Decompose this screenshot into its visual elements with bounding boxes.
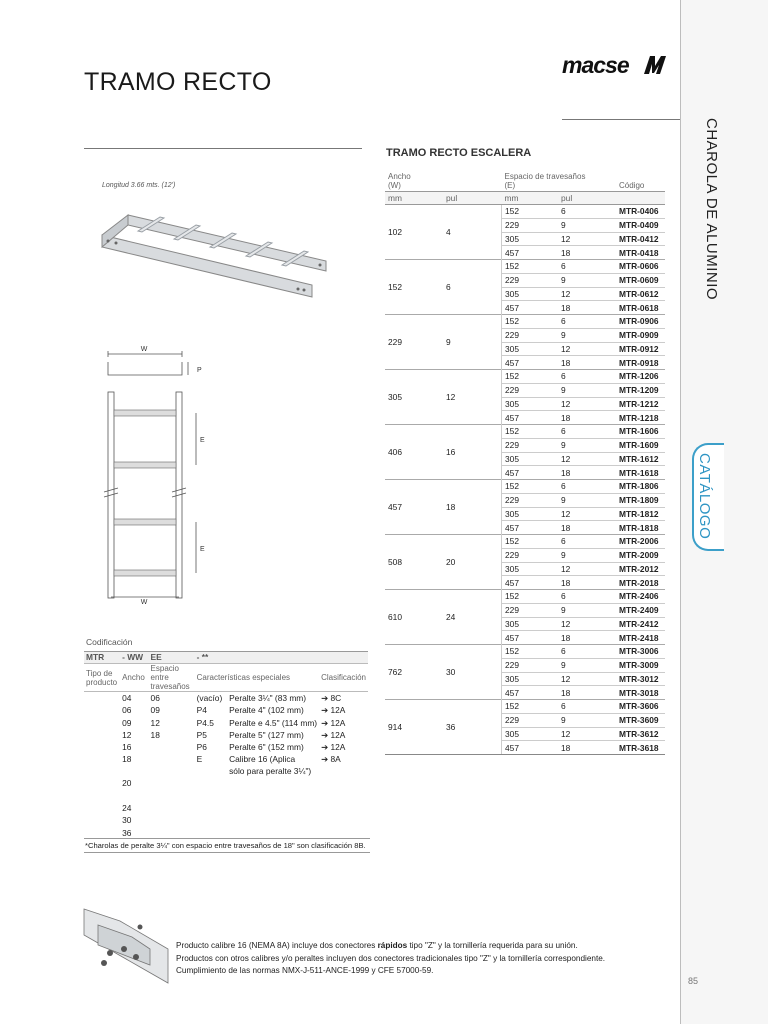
unit-label: mm xyxy=(502,192,559,205)
classification xyxy=(319,753,368,777)
feature-code: P6 xyxy=(196,742,207,753)
spacing-mm: 229 xyxy=(502,658,559,672)
spacing-code: 12 xyxy=(150,717,160,728)
feature-desc-text: Calibre 16 (Aplica xyxy=(229,754,296,765)
spacing-pul: 9 xyxy=(558,658,616,672)
cod-row xyxy=(84,790,368,802)
width-mm: 229 xyxy=(385,315,443,370)
product-code: MTR-0609 xyxy=(616,273,665,287)
product-code: MTR-0406 xyxy=(616,205,665,219)
cod-cell xyxy=(84,802,120,814)
spacing-mm: 457 xyxy=(502,356,559,370)
spacing-code: 06 xyxy=(150,693,160,703)
arrow-icon: ➔ xyxy=(321,705,331,716)
spacing-pul: 12 xyxy=(558,342,616,356)
feature-code: E xyxy=(196,754,203,765)
cod-cell xyxy=(195,790,368,802)
spacing-mm: 305 xyxy=(502,727,559,741)
spacing-pul: 6 xyxy=(558,370,616,384)
spacing-pul: 12 xyxy=(558,287,616,301)
product-code: MTR-3612 xyxy=(616,727,665,741)
cod-header: Espacio entre travesaños xyxy=(149,664,195,692)
col-espacio: Espacio de travesaños xyxy=(504,172,586,181)
table-row xyxy=(385,260,665,274)
width-pul: 16 xyxy=(443,425,502,480)
product-code: MTR-0906 xyxy=(616,315,665,329)
spacing-mm: 229 xyxy=(502,493,559,507)
arrow-icon: ➔ xyxy=(321,717,331,728)
spacing-mm: 305 xyxy=(502,672,559,686)
connector-image xyxy=(80,905,172,989)
width-pul: 20 xyxy=(443,535,502,590)
spacing-pul: 18 xyxy=(558,466,616,480)
table-row xyxy=(385,645,665,659)
footer-line: Cumplimiento de las normas NMX-J-511-ANCE-1999 y CFE 57000-59. xyxy=(176,966,434,975)
classification-value: 8C xyxy=(330,693,342,703)
svg-text:E: E xyxy=(200,437,205,444)
svg-text:W: W xyxy=(140,346,148,353)
spacing-pul: 12 xyxy=(558,672,616,686)
product-code: MTR-1809 xyxy=(616,493,665,507)
cod-header: Clasificación xyxy=(319,664,368,692)
feature-desc-text: Peralte 6" (152 mm) xyxy=(229,742,304,753)
cod-row xyxy=(84,741,368,753)
feature-desc xyxy=(227,741,319,753)
width-code: 18 xyxy=(122,754,132,765)
cod-cell xyxy=(195,814,368,826)
spacing-mm: 457 xyxy=(502,741,559,755)
arrow-icon: ➔ xyxy=(321,754,331,765)
classification-value: 12A xyxy=(330,742,346,753)
spacing-pul: 12 xyxy=(558,397,616,411)
classification xyxy=(319,741,368,753)
cod-header: Ancho xyxy=(120,664,148,692)
feature-desc xyxy=(227,729,319,741)
product-code: MTR-1212 xyxy=(616,397,665,411)
spacing-pul: 6 xyxy=(558,480,616,494)
product-code: MTR-1612 xyxy=(616,452,665,466)
col-ancho-sub: (W) xyxy=(388,181,401,190)
arrow-icon: ➔ xyxy=(321,729,331,740)
product-code: MTR-3009 xyxy=(616,658,665,672)
footer-text xyxy=(176,940,605,978)
brand-logo xyxy=(560,52,672,83)
codification-title: Codificación xyxy=(86,637,133,647)
table-row xyxy=(385,480,665,494)
spacing-mm: 152 xyxy=(502,700,559,714)
cod-cell xyxy=(84,704,120,716)
product-code: MTR-1209 xyxy=(616,383,665,397)
spacing-mm: 305 xyxy=(502,507,559,521)
classification-value: 12A xyxy=(330,705,346,716)
cod-cell xyxy=(195,802,368,814)
product-code: MTR-1812 xyxy=(616,507,665,521)
spacing-pul: 18 xyxy=(558,411,616,425)
width-mm: 152 xyxy=(385,260,443,315)
page-title: TRAMO RECTO xyxy=(84,68,272,96)
spacing-mm: 152 xyxy=(502,480,559,494)
feature-code: P4 xyxy=(196,705,207,716)
cod-cell xyxy=(195,777,368,789)
table-row xyxy=(385,425,665,439)
units-row xyxy=(385,192,665,205)
product-code: MTR-2006 xyxy=(616,535,665,549)
svg-text:macse: macse xyxy=(562,52,629,78)
spacing-pul: 12 xyxy=(558,452,616,466)
width-code: 06 xyxy=(122,705,132,716)
cod-cell xyxy=(84,741,120,753)
spacing-pul: 18 xyxy=(558,246,616,260)
feature-code: (vacío) xyxy=(196,693,223,703)
spacing-mm: 305 xyxy=(502,562,559,576)
spacing-pul: 18 xyxy=(558,741,616,755)
cod-row xyxy=(84,777,368,789)
spacing-pul: 12 xyxy=(558,727,616,741)
cod-row xyxy=(84,692,368,705)
code-part: EE xyxy=(149,652,195,664)
width-pul: 4 xyxy=(443,205,502,260)
spacing-pul: 6 xyxy=(558,260,616,274)
code-part: MTR xyxy=(84,652,120,664)
spacing-code: 09 xyxy=(150,705,160,716)
cod-cell xyxy=(149,802,195,814)
cod-cell xyxy=(149,814,195,826)
spacing-mm: 305 xyxy=(502,342,559,356)
code-part: - ** xyxy=(195,652,368,664)
divider xyxy=(562,119,680,120)
width-pul: 30 xyxy=(443,645,502,700)
width-mm: 762 xyxy=(385,645,443,700)
ladder-tray-image xyxy=(98,205,330,315)
spacing-pul: 9 xyxy=(558,493,616,507)
cod-cell xyxy=(84,777,120,789)
cod-cell xyxy=(149,790,195,802)
table-row xyxy=(385,205,665,219)
spacing-mm: 152 xyxy=(502,645,559,659)
col-codigo: Código xyxy=(619,181,645,190)
width-code: 20 xyxy=(122,778,132,789)
spacing-mm: 229 xyxy=(502,548,559,562)
product-code: MTR-2018 xyxy=(616,576,665,590)
codification-note: *Charolas de peralte 3¼" con espacio entre travesaños de 18" son clasificación 8B. xyxy=(84,838,370,853)
spacing-mm: 229 xyxy=(502,273,559,287)
spacing-mm: 229 xyxy=(502,383,559,397)
cod-cell xyxy=(149,741,195,753)
cod-row xyxy=(84,753,368,777)
width-pul: 24 xyxy=(443,590,502,645)
feature-desc-text: Peralte 3¼" (83 mm) xyxy=(229,693,307,703)
width-code: 09 xyxy=(122,717,132,728)
cod-cell xyxy=(84,717,120,729)
feature-desc xyxy=(227,717,319,729)
product-code: MTR-0418 xyxy=(616,246,665,260)
spacing-pul: 9 xyxy=(558,603,616,617)
product-code: MTR-0618 xyxy=(616,301,665,315)
table-row xyxy=(385,535,665,549)
classification xyxy=(319,704,368,716)
width-pul: 18 xyxy=(443,480,502,535)
cod-cell xyxy=(149,753,195,777)
product-code: MTR-1606 xyxy=(616,425,665,439)
product-code: MTR-3018 xyxy=(616,686,665,700)
page-number: 85 xyxy=(688,976,699,986)
spacing-mm: 457 xyxy=(502,576,559,590)
width-pul: 36 xyxy=(443,700,502,755)
spacing-pul: 9 xyxy=(558,713,616,727)
cod-row xyxy=(84,704,368,716)
width-mm: 610 xyxy=(385,590,443,645)
width-pul: 12 xyxy=(443,370,502,425)
width-mm: 102 xyxy=(385,205,443,260)
spacing-pul: 9 xyxy=(558,218,616,232)
spacing-pul: 6 xyxy=(558,535,616,549)
spacing-mm: 152 xyxy=(502,205,559,219)
spacing-pul: 18 xyxy=(558,686,616,700)
spacing-mm: 229 xyxy=(502,603,559,617)
spacing-mm: 229 xyxy=(502,713,559,727)
spacing-pul: 6 xyxy=(558,205,616,219)
feature-desc xyxy=(227,753,319,777)
table-row xyxy=(385,315,665,329)
spacing-mm: 305 xyxy=(502,617,559,631)
spacing-pul: 9 xyxy=(558,273,616,287)
arrow-icon: ➔ xyxy=(321,693,331,703)
width-code: 30 xyxy=(122,815,132,826)
arrow-icon: ➔ xyxy=(321,742,331,753)
spacing-mm: 152 xyxy=(502,425,559,439)
product-table xyxy=(385,171,665,755)
col-ancho: Ancho xyxy=(388,172,411,181)
classification xyxy=(319,717,368,729)
product-code: MTR-1618 xyxy=(616,466,665,480)
width-mm: 406 xyxy=(385,425,443,480)
spacing-pul: 6 xyxy=(558,590,616,604)
product-code: MTR-1206 xyxy=(616,370,665,384)
width-mm: 508 xyxy=(385,535,443,590)
spacing-pul: 18 xyxy=(558,521,616,535)
width-pul: 9 xyxy=(443,315,502,370)
spacing-code: 18 xyxy=(150,729,160,740)
spacing-mm: 152 xyxy=(502,590,559,604)
feature-desc-text: Peralte e 4.5" (114 mm) xyxy=(229,717,318,728)
product-code: MTR-0909 xyxy=(616,328,665,342)
product-code: MTR-3012 xyxy=(616,672,665,686)
spacing-pul: 9 xyxy=(558,328,616,342)
ladder-tray-drawing xyxy=(100,342,220,606)
product-code: MTR-0606 xyxy=(616,260,665,274)
spacing-pul: 18 xyxy=(558,576,616,590)
feature-code: P4.5 xyxy=(196,717,214,728)
spacing-pul: 6 xyxy=(558,645,616,659)
code-part: - WW xyxy=(120,652,148,664)
width-mm: 305 xyxy=(385,370,443,425)
spacing-pul: 18 xyxy=(558,631,616,645)
product-code: MTR-0412 xyxy=(616,232,665,246)
spacing-pul: 12 xyxy=(558,507,616,521)
spacing-mm: 457 xyxy=(502,301,559,315)
cod-cell xyxy=(84,753,120,777)
spacing-mm: 457 xyxy=(502,411,559,425)
spacing-pul: 18 xyxy=(558,301,616,315)
product-code: MTR-2409 xyxy=(616,603,665,617)
width-mm: 457 xyxy=(385,480,443,535)
unit-label: mm xyxy=(385,192,443,205)
divider xyxy=(84,148,362,149)
unit-label: pul xyxy=(558,192,616,205)
footer-line: Productos con otros calibres y/o peraltes incluyen dos conectores tradicionales tipo "Z" y la tornillería correspondiente. xyxy=(176,953,606,963)
width-pul: 6 xyxy=(443,260,502,315)
col-espacio-sub: (E) xyxy=(504,181,516,190)
width-code: 36 xyxy=(122,827,132,838)
spacing-pul: 18 xyxy=(558,356,616,370)
cod-cell xyxy=(84,814,120,826)
spacing-mm: 457 xyxy=(502,686,559,700)
spacing-mm: 305 xyxy=(502,397,559,411)
cod-header: Tipo de producto xyxy=(84,664,120,692)
section-title: CHAROLA DE ALUMINIO xyxy=(703,118,720,301)
feature-desc-text: Peralte 4" (102 mm) xyxy=(229,705,304,716)
width-code: 24 xyxy=(122,803,132,814)
classification-value: 12A xyxy=(330,717,346,728)
spacing-pul: 12 xyxy=(558,617,616,631)
catalog-tab-label[interactable]: CATÁLOGO xyxy=(696,453,713,540)
width-code: 04 xyxy=(122,693,132,703)
product-code: MTR-2412 xyxy=(616,617,665,631)
svg-text:P: P xyxy=(197,367,202,374)
spacing-mm: 457 xyxy=(502,521,559,535)
cod-row xyxy=(84,717,368,729)
product-code: MTR-2406 xyxy=(616,590,665,604)
svg-text:E: E xyxy=(200,546,205,553)
product-code: MTR-3609 xyxy=(616,713,665,727)
bold-text: rápidos xyxy=(377,941,408,950)
product-code: MTR-0912 xyxy=(616,342,665,356)
unit-label xyxy=(616,192,665,205)
table-row xyxy=(385,590,665,604)
spacing-pul: 9 xyxy=(558,383,616,397)
product-code: MTR-3006 xyxy=(616,645,665,659)
product-code: MTR-1818 xyxy=(616,521,665,535)
table-row xyxy=(385,700,665,714)
product-code: MTR-2418 xyxy=(616,631,665,645)
spacing-mm: 152 xyxy=(502,535,559,549)
feature-code: P5 xyxy=(196,729,207,740)
spacing-mm: 152 xyxy=(502,315,559,329)
svg-text:W: W xyxy=(140,599,148,606)
product-code: MTR-0612 xyxy=(616,287,665,301)
product-code: MTR-1218 xyxy=(616,411,665,425)
spacing-mm: 229 xyxy=(502,328,559,342)
spacing-pul: 12 xyxy=(558,562,616,576)
footer-line: Producto calibre 16 (NEMA 8A) incluye dos conectores rápidos tipo "Z" y la tornillería requerida para su unión. xyxy=(176,941,578,950)
spacing-pul: 6 xyxy=(558,700,616,714)
cod-cell xyxy=(84,692,120,705)
classification xyxy=(319,692,368,705)
cod-row xyxy=(84,814,368,826)
product-code: MTR-3618 xyxy=(616,741,665,755)
spacing-mm: 152 xyxy=(502,370,559,384)
cod-row xyxy=(84,729,368,741)
width-code: 16 xyxy=(122,742,132,753)
unit-label: pul xyxy=(443,192,502,205)
width-mm: 914 xyxy=(385,700,443,755)
width-code: 12 xyxy=(122,729,132,740)
cod-header: Características especiales xyxy=(195,664,319,692)
product-code: MTR-2012 xyxy=(616,562,665,576)
cod-cell xyxy=(84,729,120,741)
cod-cell xyxy=(84,790,120,802)
product-code: MTR-0409 xyxy=(616,218,665,232)
feature-desc xyxy=(227,704,319,716)
spacing-pul: 6 xyxy=(558,425,616,439)
spacing-pul: 6 xyxy=(558,315,616,329)
spacing-mm: 457 xyxy=(502,246,559,260)
spacing-pul: 9 xyxy=(558,548,616,562)
product-code: MTR-2009 xyxy=(616,548,665,562)
codification-table xyxy=(84,651,368,839)
spacing-pul: 12 xyxy=(558,232,616,246)
spacing-mm: 305 xyxy=(502,287,559,301)
spacing-pul: 9 xyxy=(558,438,616,452)
classification-value: 12A xyxy=(330,729,346,740)
table-title: TRAMO RECTO ESCALERA xyxy=(386,147,532,159)
spacing-mm: 305 xyxy=(502,232,559,246)
length-label: Longitud 3.66 mts. (12') xyxy=(102,182,176,189)
cod-row xyxy=(84,802,368,814)
spacing-mm: 229 xyxy=(502,218,559,232)
classification-value: 8A xyxy=(330,754,341,765)
classification xyxy=(319,729,368,741)
cod-cell xyxy=(149,777,195,789)
spacing-mm: 457 xyxy=(502,631,559,645)
spacing-mm: 152 xyxy=(502,260,559,274)
feature-desc-text: sólo para peralte 3¼") xyxy=(229,766,312,777)
product-code: MTR-1806 xyxy=(616,480,665,494)
table-row xyxy=(385,370,665,384)
spacing-mm: 229 xyxy=(502,438,559,452)
spacing-mm: 305 xyxy=(502,452,559,466)
product-code: MTR-1609 xyxy=(616,438,665,452)
product-code: MTR-3606 xyxy=(616,700,665,714)
feature-desc xyxy=(227,692,319,705)
cod-cell xyxy=(120,790,148,802)
spacing-mm: 457 xyxy=(502,466,559,480)
product-code: MTR-0918 xyxy=(616,356,665,370)
feature-desc-text: Peralte 5" (127 mm) xyxy=(229,729,304,740)
